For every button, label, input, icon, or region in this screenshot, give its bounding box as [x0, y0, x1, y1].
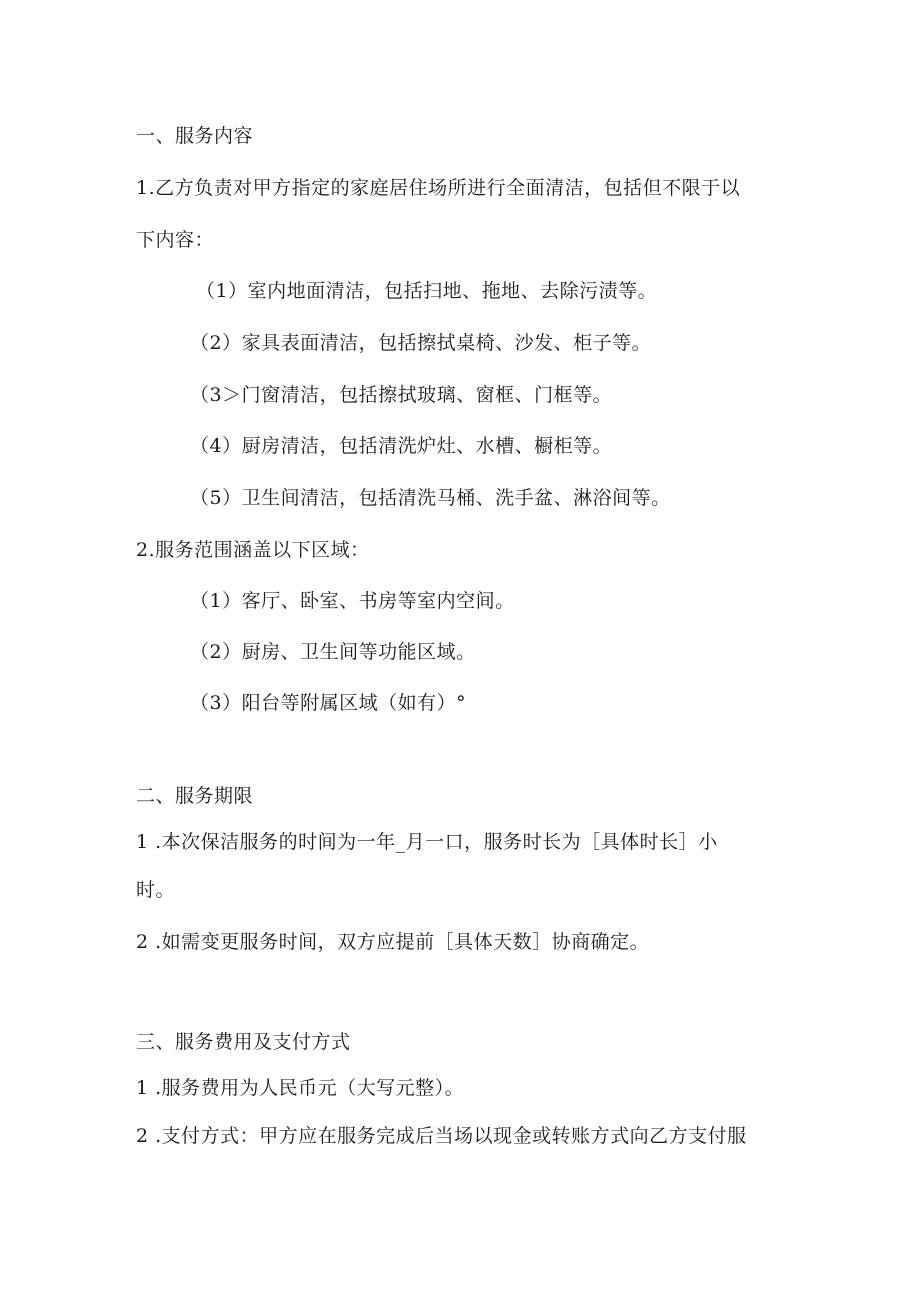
- paragraph-item-1-line-2: 下内容：: [136, 229, 215, 251]
- paragraph-item-2: 2.服务范围涵盖以下区域：: [136, 539, 370, 561]
- period-item-2: 2 .如需变更服务时间，双方应提前［具体天数］协商确定。: [136, 931, 650, 953]
- fees-item-2: 2 .支付方式：甲方应在服务完成后当场以现金或转账方式向乙方支付服: [136, 1125, 747, 1147]
- sub-item-bathroom-cleaning: （5）卫生间清洁，包括清洗马桶、洗手盆、淋浴间等。: [190, 487, 671, 509]
- section-heading-fees-payment: 三、服务费用及支付方式: [136, 1031, 351, 1053]
- area-item-balcony: （3）阳台等附属区域（如有）°: [190, 692, 467, 714]
- period-item-1-line-1: 1 .本次保洁服务的时间为一年_月一口，服务时长为［具体时长］小: [136, 831, 718, 853]
- section-heading-service-content: 一、服务内容: [136, 125, 254, 147]
- section-heading-service-period: 二、服务期限: [136, 785, 254, 807]
- fees-item-1: 1 .服务费用为人民币元（大写元整）。: [136, 1077, 465, 1099]
- sub-item-furniture-cleaning: （2）家具表面清洁，包括擦拭桌椅、沙发、柜子等。: [190, 332, 652, 354]
- sub-item-kitchen-cleaning: （4）厨房清洁，包括清洗炉灶、水槽、橱柜等。: [190, 435, 613, 457]
- period-item-1-line-2: 时。: [136, 879, 176, 901]
- area-item-functional-areas: （2）厨房、卫生间等功能区域。: [190, 641, 476, 663]
- sub-item-door-window-cleaning: （3＞门窗清洁，包括擦拭玻璃、窗框、门框等。: [190, 384, 613, 406]
- sub-item-floor-cleaning: （1）室内地面清洁，包括扫地、拖地、去除污渍等。: [196, 280, 658, 302]
- paragraph-item-1-line-1: 1.乙方负责对甲方指定的家庭居住场所进行全面清洁，包括但不限于以: [136, 177, 741, 199]
- area-item-living-spaces: （1）客厅、卧室、书房等室内空间。: [190, 590, 515, 612]
